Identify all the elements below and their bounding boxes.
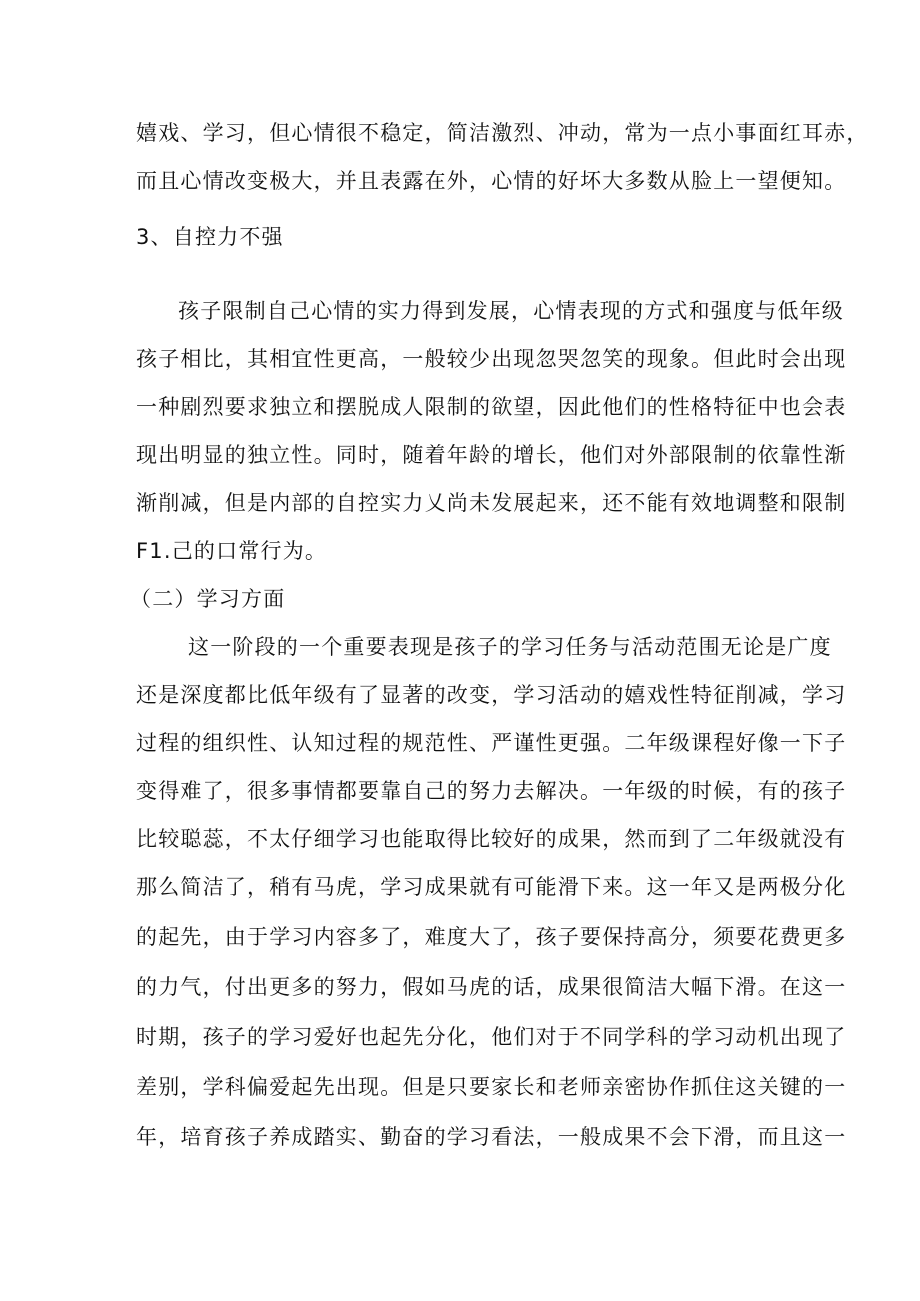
text-line: F1.己的口常行为。: [136, 539, 328, 563]
text-line: 变得难了，很多事情都要靠自己的努力去解决。一年级的时候，有的孩子: [136, 779, 847, 803]
text-line: 还是深度都比低年级有了显著的改变，学习活动的嬉戏性特征削减，学习: [136, 683, 847, 707]
text-line: 一种剧烈要求独立和摆脱成人限制的欲望，因此他们的性格特征中也会表: [136, 395, 847, 419]
text-line: 那么简洁了，稍有马虎，学习成果就有可能滑下来。这一年又是两极分化: [136, 875, 847, 899]
text-line: 渐削减，但是内部的自控实力乂尚未发展起来，还不能有效地调整和限制: [136, 491, 847, 515]
text-line: 孩子限制自己心情的实力得到发展，心情表现的方式和强度与低年级: [178, 299, 844, 323]
text-line: 而且心情改变极大，并且表露在外，心情的好坏大多数从脸上一望便知。: [136, 169, 847, 193]
text-line: 的起先，由于学习内容多了，难度大了，孩子要保持高分，须要花费更多: [136, 925, 847, 949]
text-line: 的力气，付出更多的努力，假如马虎的话，成果很简洁大幅下滑。在这一: [136, 975, 847, 999]
text-line: 过程的组织性、认知过程的规范性、严谨性更强。二年级课程好像一下子: [136, 731, 847, 755]
text-line: 比较聪蕊，不太仔细学习也能取得比较好的成果，然而到了二年级就没有: [136, 827, 847, 851]
text-line: 孩子相比，其相宜性更高，一般较少出现忽哭忽笑的现象。但此时会出现: [136, 347, 847, 371]
section-heading: （二）学习方面: [130, 587, 286, 611]
text-line: 年，培育孩子养成踏实、勤奋的学习看法，一般成果不会下滑，而且这一: [136, 1125, 847, 1149]
text-line: 现出明显的独立性。同时，随着年龄的增长，他们对外部限制的依靠性渐: [136, 443, 847, 467]
text-line: 这一阶段的一个重要表现是孩子的学习任务与活动范围无论是广度: [188, 635, 832, 659]
section-heading: 3、自控力不强: [136, 225, 284, 249]
text-line: 嬉戏、学习，但心情很不稳定，简洁激烈、冲动，常为一点小事面红耳赤，: [136, 121, 869, 145]
text-line: 时期，孩子的学习爱好也起先分化，他们对于不同学科的学习动机出现了: [136, 1025, 847, 1049]
text-line: 差别，学科偏爱起先出现。但是只要家长和老师亲密协作抓住这关键的一: [136, 1075, 847, 1099]
